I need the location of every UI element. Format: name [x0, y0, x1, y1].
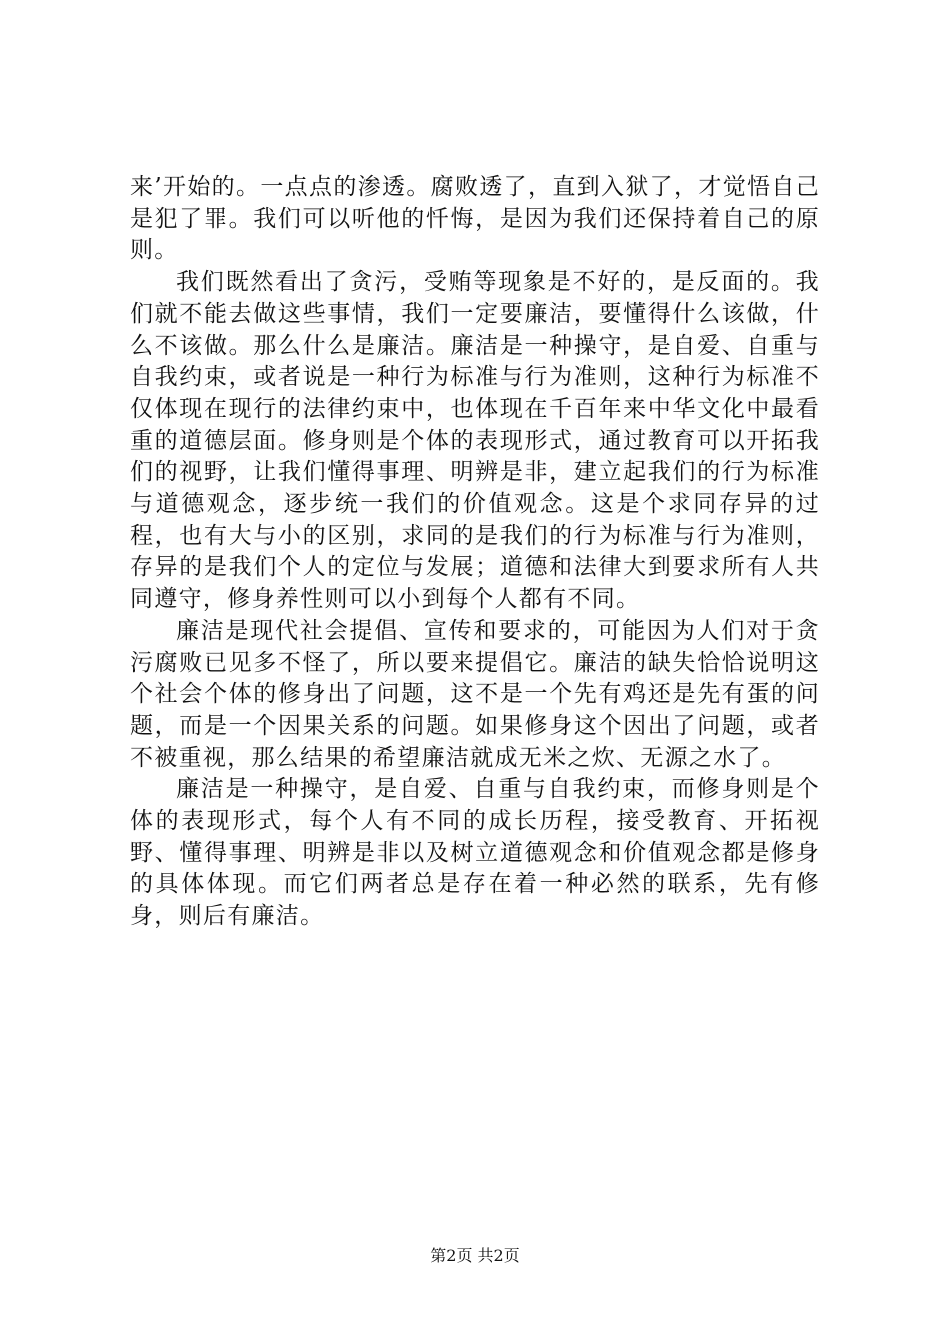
- document-body: [130, 172, 820, 933]
- paragraph-3: 廉洁是现代社会提倡、宣传和要求的，可能因为人们对于贪污腐败已见多不怪了，所以要来提倡它。廉洁的缺失恰恰说明这个社会个体的修身出了问题，这不是一个先有鸡还是先有蛋的问题，而是一个因果关系的问题。如果修身这个因出了问题，或者不被重视，那么结果的希望廉洁就成无米之炊、无源之水了。: [130, 617, 820, 771]
- paragraph-4: 廉洁是一种操守，是自爱、自重与自我约束，而修身则是个体的表现形式，每个人有不同的成长历程，接受教育、开拓视野、懂得事理、明辨是非以及树立道德观念和价值观念都是修身的具体体现。而它们两者总是存在着一种必然的联系，先有修身，则后有廉洁。: [130, 776, 820, 930]
- page-number-footer: 第2页 共2页: [430, 1246, 520, 1265]
- paragraph-1: 来’开始的。一点点的渗透。腐败透了，直到入狱了，才觉悟自己是犯了罪。我们可以听他的忏悔，是因为我们还保持着自己的原则。: [130, 174, 820, 264]
- paragraph-2: 我们既然看出了贪污，受贿等现象是不好的，是反面的。我们就不能去做这些事情，我们一定要廉洁，要懂得什么该做，什么不该做。那么什么是廉洁。廉洁是一种操守，是自爱、自重与自我约束，或者说是一种行为标准与行为准则，这种行为标准不仅体现在现行的法律约束中，也体现在千百年来中华文化中最看重的道德层面。修身则是个体的表现形式，通过教育可以开拓我们的视野，让我们懂得事理、明辨是非，建立起我们的行为标准与道德观念，逐步统一我们的价值观念。这是个求同存异的过程，也有大与小的区别，求同的是我们的行为标准与行为准则，存异的是我们个人的定位与发展；道德和法律大到要求所有人共同遵守，修身养性则可以小到每个人都有不同。: [130, 269, 820, 613]
